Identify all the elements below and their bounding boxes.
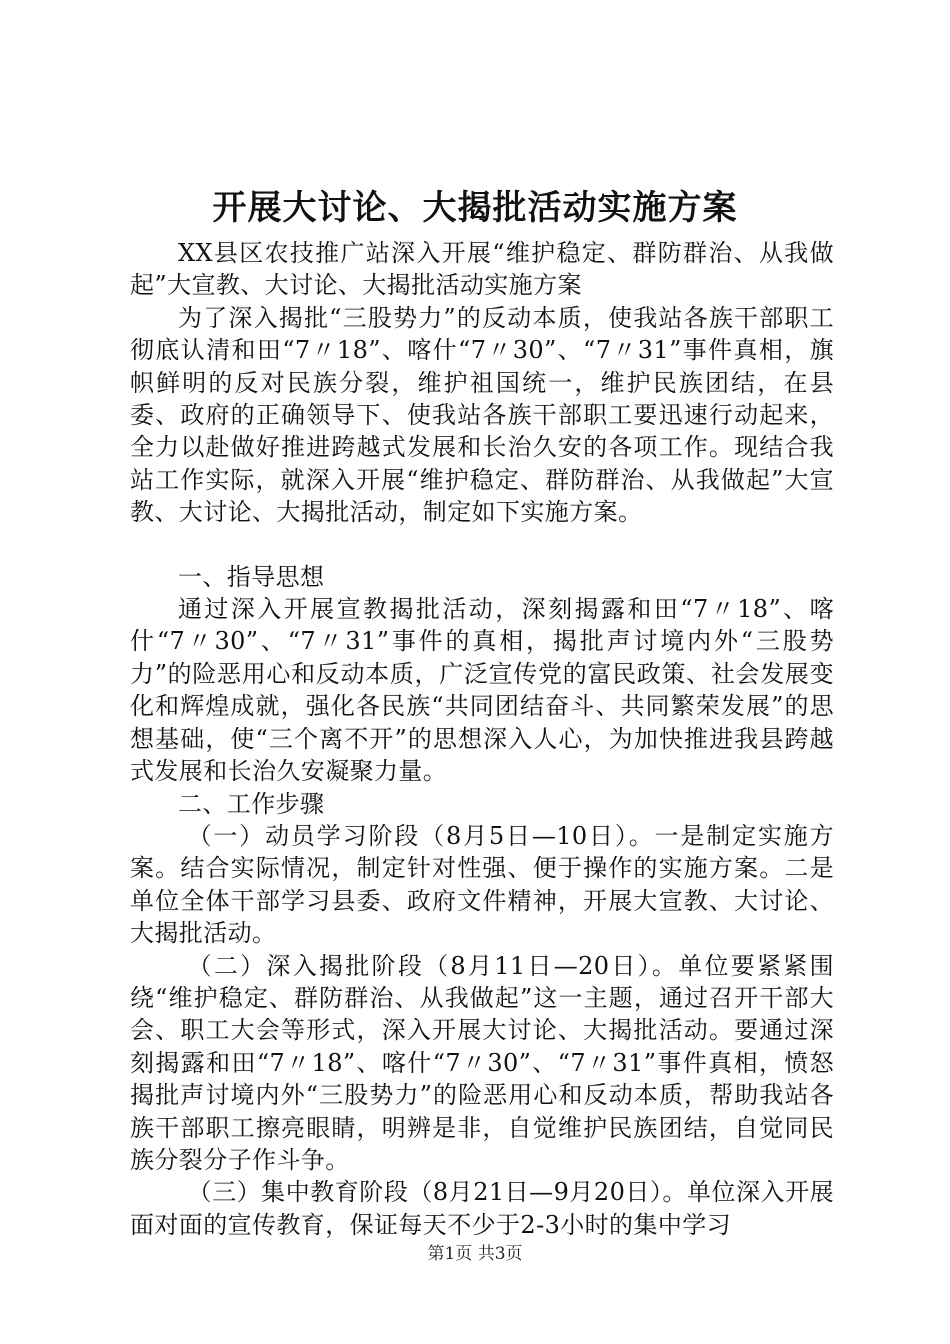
guiding-ideology-paragraph: 通过深入开展宣教揭批活动，深刻揭露和田“7〃18”、喀什“7〃30”、“7〃31”事件的真相，揭批声讨境内外“三股势力”的险恶用心和反动本质，广泛宣传党的富民政策、社会发展变化和辉煌成就，强化各民族“共同团结奋斗、共同繁荣发展”的思想基础，使“三个离不开”的思想深入人心，为加快推进我县跨越式发展和长治久安凝聚力量。 [130,595,834,786]
document-body [130,237,834,1241]
step-education-paragraph: （三）集中教育阶段（8月21日—9月20日）。单位深入开展面对面的宣传教育，保证每天不少于2-3小时的集中学习 [130,1178,834,1239]
subtitle-paragraph: XX县区农技推广站深入开展“维护稳定、群防群治、从我做起”大宣教、大讨论、大揭批活动实施方案 [130,239,834,300]
section-heading-work-steps: 二、工作步骤 [178,789,325,818]
step-mobilization-paragraph: （一）动员学习阶段（8月5日—10日）。一是制定实施方案。结合实际情况，制定针对性强、便于操作的实施方案。二是单位全体干部学习县委、政府文件精神，开展大宣教、大讨论、大揭批活动。 [130,821,834,948]
section-heading-guiding-ideology: 一、指导思想 [178,562,325,591]
document-title: 开展大讨论、大揭批活动实施方案 [212,188,738,228]
page-number-footer: 第1页 共3页 [427,1244,523,1264]
step-exposure-paragraph: （二）深入揭批阶段（8月11日—20日）。单位要紧紧围绕“维护稳定、群防群治、从我做起”这一主题，通过召开干部大会、职工大会等形式，深入开展大讨论、大揭批活动。要通过深刻揭露和田“7〃18”、喀什“7〃30”、“7〃31”事件真相，愤怒揭批声讨境内外“三股势力”的险恶用心和反动本质，帮助我站各族干部职工擦亮眼睛，明辨是非，自觉维护民族团结，自觉同民族分裂分子作斗争。 [130,951,834,1174]
intro-paragraph: 为了深入揭批“三股势力”的反动本质，使我站各族干部职工彻底认清和田“7〃18”、喀什“7〃30”、“7〃31”事件真相，旗帜鲜明的反对民族分裂，维护祖国统一，维护民族团结，在县委、政府的正确领导下、使我站各族干部职工要迅速行动起来，全力以赴做好推进跨越式发展和长治久安的各项工作。现结合我站工作实际，就深入开展“维护稳定、群防群治、从我做起”大宣教、大讨论、大揭批活动，制定如下实施方案。 [130,303,834,527]
